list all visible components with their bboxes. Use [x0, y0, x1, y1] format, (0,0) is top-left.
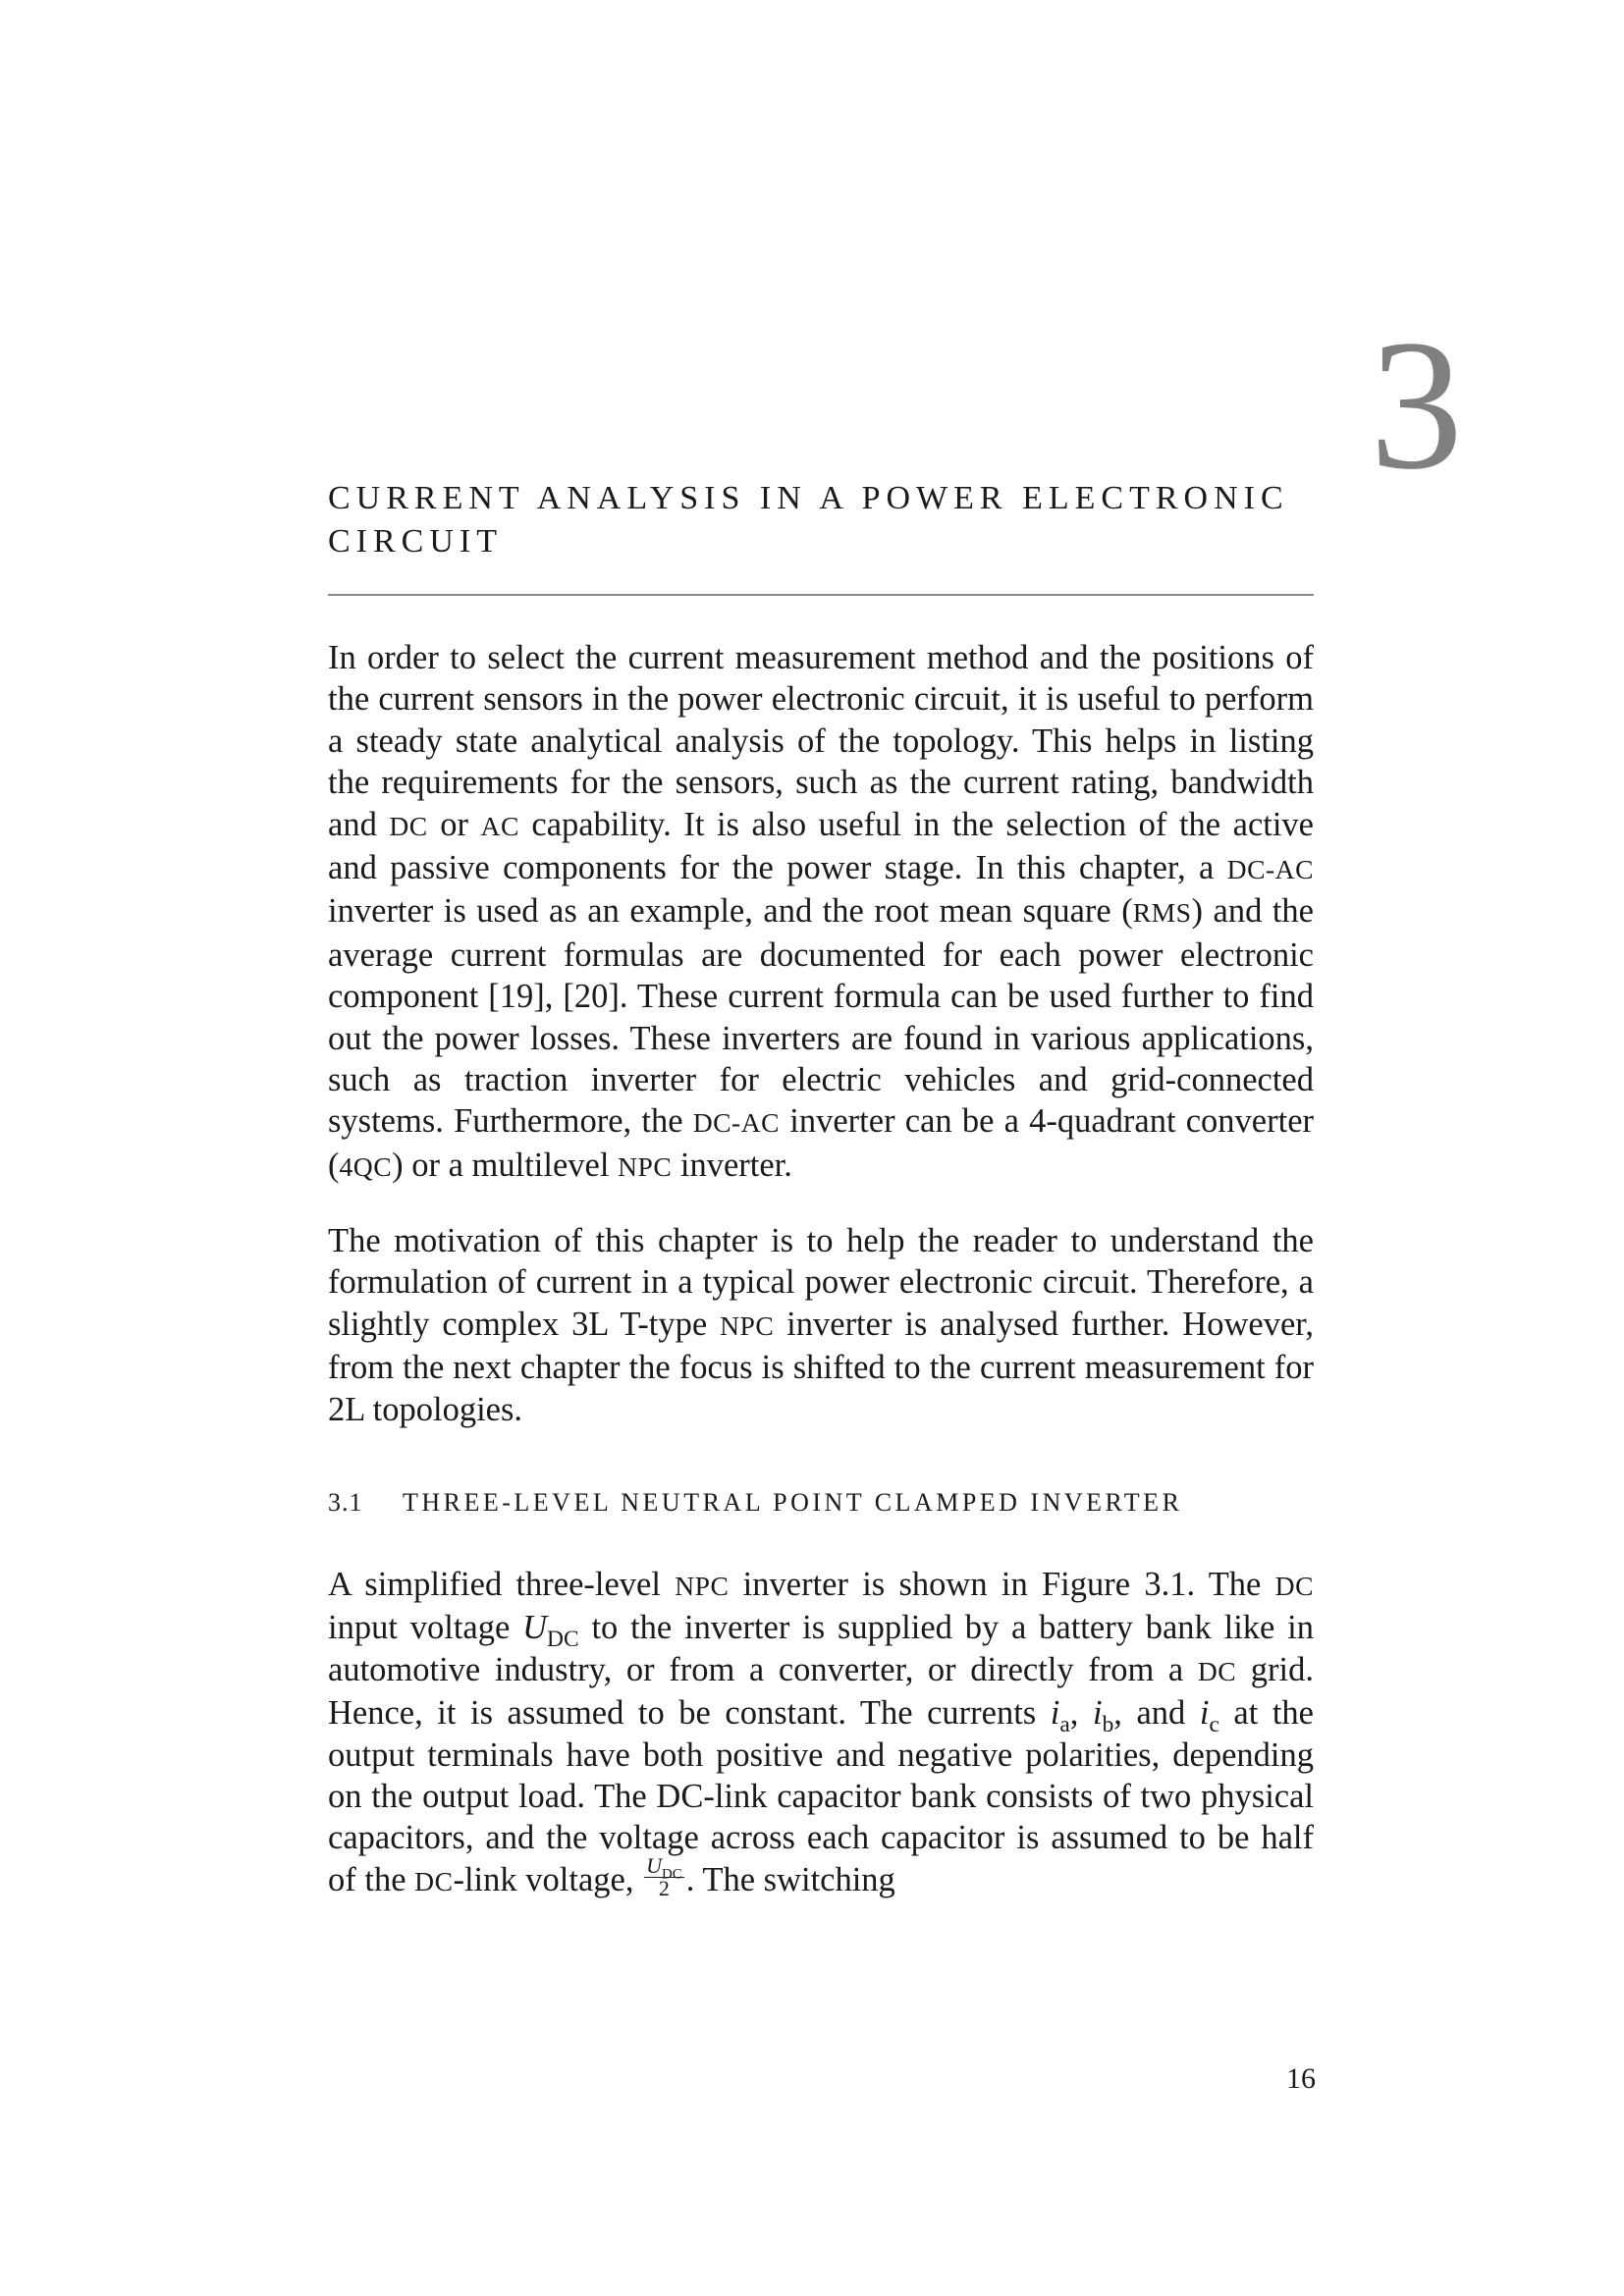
abbr-npc: NPC: [618, 1150, 673, 1182]
var-u-dc: U: [522, 1609, 548, 1647]
title-divider: [328, 594, 1314, 596]
abbr-dc: DC: [1274, 1571, 1314, 1601]
intro-paragraph: In order to select the current measurement method and the positions of the current sensors in the power electronic circuit, it is useful to perform a steady state analytical analysis of the topology. This helps in listing the requirements for the sensors, such as the current rating, bandwidth and DC or AC capability. It is also useful in the selection of the active and passive components for the power stage. In this chapter, a DC-AC inverter is used as an example, and the root mean square (RMS) and the average current formulas are documented for each power electronic component [19], [20]. These current formula can be used further to find out the power losses. These inverters are found in various applications, such as traction inverter for electric vehicles and grid-connected systems. Furthermore, the DC-AC inverter can be a 4-quadrant converter (4QC) or a multilevel NPC inverter.: [328, 639, 1315, 1184]
abbr-npc: NPC: [675, 1571, 730, 1601]
var-ic: i: [1199, 1694, 1210, 1733]
abbr-dc: DC: [414, 1865, 454, 1896]
abbr-rms: RMS: [1132, 897, 1192, 929]
var-ib: i: [1092, 1694, 1103, 1733]
abbr-dc: DC: [1197, 1655, 1237, 1686]
chapter-number: 3: [1370, 302, 1463, 508]
chapter-title: CURRENT ANALYSIS IN A POWER ELECTRONIC CIRCUIT: [328, 480, 1289, 560]
fraction-udc-over-2: $\frac{U_{DC}}{2}$: [646, 1853, 682, 1901]
abbr-dc: DC: [389, 810, 428, 841]
section-heading: [328, 1485, 1314, 1521]
section-paragraph: A simplified three-level NPC inverter is shown in Figure 3.1. The DC input voltage $U_{DC}$ to the inverter is supplied by a battery bank like in automotive industry, or from a converter, or directly from a DC grid. Hence, it is assumed to be constant. The currents $i_a$, $i_b$, and $i_c$ at the output terminals have both positive and negative polarities, depending on the output load. The DC-link capacitor bank consists of two physical capacitors, and the voltage across each capacitor is assumed to be half of the DC-link voltage, $\frac{U_{DC}}{2}$ . The switching: [328, 1566, 1315, 1901]
motivation-paragraph: The motivation of this chapter is to help the reader to understand the formulation of current in a typical power electronic circuit. Therefore, a slightly complex 3L T-type NPC inverter is analysed further. However, from the next chapter the focus is shifted to the current measurement for 2L topologies.: [328, 1222, 1314, 1428]
abbr-npc: NPC: [720, 1309, 775, 1341]
abbr-ac: AC: [480, 810, 519, 841]
abbr-4qc: 4QC: [339, 1150, 393, 1182]
section-title: THREE-LEVEL NEUTRAL POINT CLAMPED INVERTER: [403, 1488, 1183, 1517]
abbr-dc-ac: DC-AC: [1226, 854, 1314, 885]
section-number: 3.1: [328, 1488, 363, 1517]
abbr-dc-ac: DC-AC: [692, 1107, 781, 1139]
page-number: 16: [1286, 2062, 1316, 2095]
var-ia: i: [1050, 1694, 1060, 1733]
